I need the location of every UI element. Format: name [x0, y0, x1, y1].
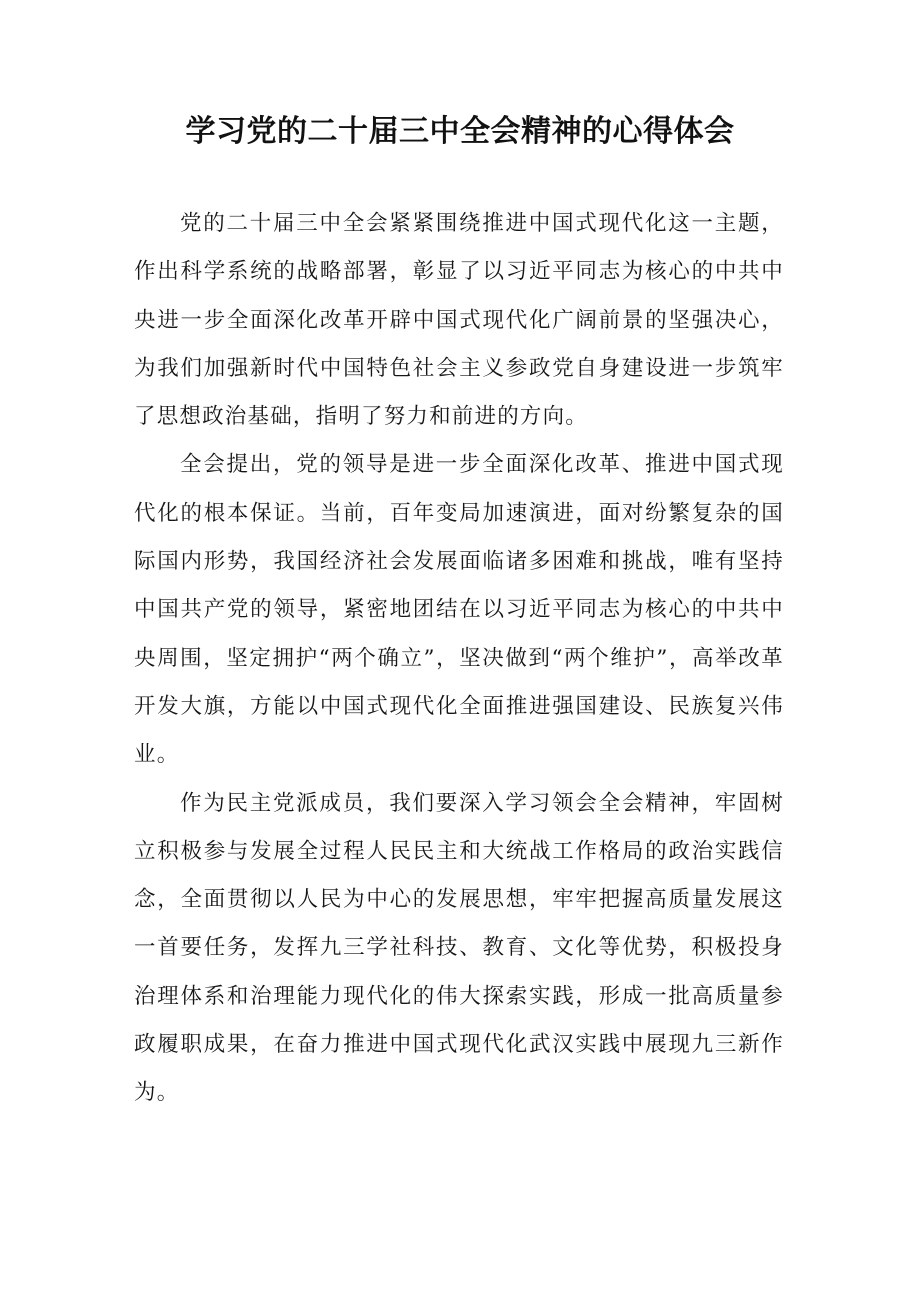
paragraph-3: 作为民主党派成员，我们要深入学习领会全会精神，牢固树立积极参与发展全过程人民民主和大统战工作格局的政治实践信念，全面贯彻以人民为中心的发展思想，牢牢把握高质量发展这一首要任务，发挥九三学社科技、教育、文化等优势，积极投身治理体系和治理能力现代化的伟大探索实践，形成一批高质量参政履职成果，在奋力推进中国式现代化武汉实践中展现九三新作为。 — [134, 790, 784, 1106]
paragraph-1: 党的二十届三中全会紧紧围绕推进中国式现代化这一主题，作出科学系统的战略部署，彰显了以习近平同志为核心的中共中央进一步全面深化改革开辟中国式现代化广阔前景的坚强决心，为我们加强新时代中国特色社会主义参政党自身建设进一步筑牢了思想政治基础，指明了努力和前进的方向。 — [134, 211, 784, 430]
document-title: 学习党的二十届三中全会精神的心得体会 — [185, 114, 735, 149]
paragraph-2: 全会提出，党的领导是进一步全面深化改革、推进中国式现代化的根本保证。当前，百年变局加速演进，面对纷繁复杂的国际国内形势，我国经济社会发展面临诸多困难和挑战，唯有坚持中国共产党的领导，紧密地团结在以习近平同志为核心的中共中央周围，坚定拥护“两个确立”，坚决做到“两个维护”，高举改革开发大旗，方能以中国式现代化全面推进强国建设、民族复兴伟业。 — [134, 452, 784, 768]
document-body — [134, 200, 784, 1118]
